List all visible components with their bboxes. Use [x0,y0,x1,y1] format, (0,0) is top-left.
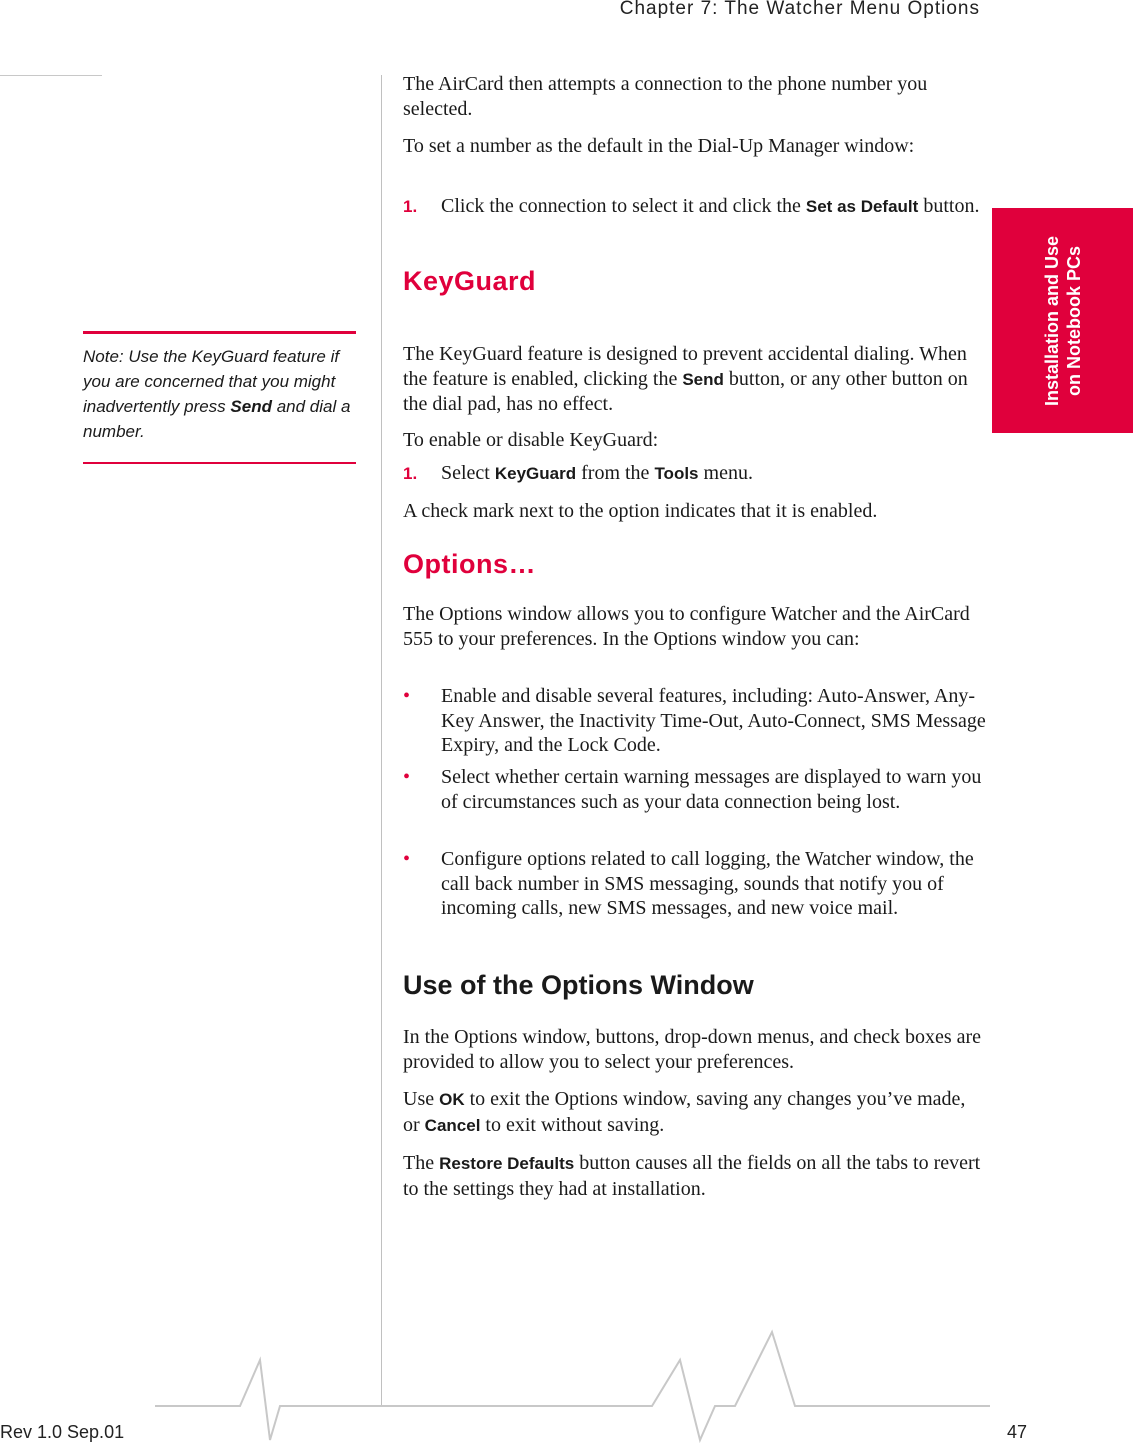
use-options-paragraph-1: In the Options window, buttons, drop-down menus, and check boxes are provided to allow you to select your preferences. [403,1026,982,1073]
pulse-line-graphic [0,1320,1133,1444]
bullet-marker: • [403,766,411,788]
uo-text-post: to exit without saving. [480,1113,665,1136]
ui-restore-defaults: Restore Defaults [439,1154,575,1173]
ui-keyguard: KeyGuard [494,464,577,483]
kg-step-pre: Select [441,462,495,484]
uo-text-pre: Use [403,1088,440,1110]
step-text-post: button. [918,195,980,217]
use-options-heading: Use of the Options Window [403,970,754,1000]
uo3-text-post: button causes all the fields on all the tabs to revert to the settings they had at installation. [403,1152,981,1200]
top-rule [0,75,102,76]
bullet-text: Configure options related to call logging, the Watcher window, the call back number in SMS messaging, sounds that notify you of incoming calls, new SMS messages, and new voice mail. [441,848,974,919]
keyguard-paragraph-3: A check mark next to the option indicates that it is enabled. [403,500,878,522]
footer-revision: Rev 1.0 Sep.01 [0,1422,125,1442]
options-paragraph-1: The Options window allows you to configure Watcher and the AirCard 555 to your preferences. In the Options window you can: [403,603,970,650]
note-text-end: and dial a number. [83,397,351,441]
step-text [441,194,986,220]
intro-paragraph-1: The AirCard then attempts a connection to the phone number you selected. [403,73,928,120]
uo-text-mid: to exit the Options window, saving any changes you’ve made, or [403,1088,966,1136]
column-divider [381,75,382,1407]
kg-text-post: button, or any other button on the dial pad, has no effect. [403,367,968,415]
kg-step-post: menu. [698,462,753,484]
intro-paragraph-2: To set a number as the default in the Dial-Up Manager window: [403,135,915,157]
use-options-paragraph-3 [403,1151,983,1201]
page-number: 47 [1007,1422,1028,1442]
bullet-marker: • [403,685,411,707]
keyguard-paragraph-1 [403,342,983,417]
side-tab-line-2: on Notebook PCs [1063,245,1084,396]
ui-ok: OK [439,1090,465,1109]
ui-cancel: Cancel [424,1115,481,1135]
uo3-text-pre: The [403,1152,440,1174]
ui-tools: Tools [654,464,699,483]
bullet-marker: • [403,848,411,870]
note-bold-send: Send [230,397,272,416]
section-side-tab [992,208,1133,433]
options-heading: Options… [403,549,536,579]
ui-set-as-default: Set as Default [805,197,919,216]
note-box [83,331,356,464]
step-text [441,461,986,487]
ui-send: Send [682,369,724,389]
side-tab-label [1041,211,1085,431]
use-options-paragraph-2 [403,1087,983,1138]
note-text: Note: Use the KeyGuard feature if you are concerned that you might inadvertently press [83,347,340,416]
bullet-text: Enable and disable several features, including: Auto-Answer, Any-Key Answer, the Inactivity Time-Out, Auto-Connect, SMS Message Expiry, and the Lock Code. [441,685,986,756]
chapter-header: Chapter 7: The Watcher Menu Options [619,0,980,19]
step-number: 1. [403,197,418,216]
step-text-pre: Click the connection to select it and click the [441,195,806,217]
bullet-text: Select whether certain warning messages are displayed to warn you of circumstances such as your data connection being lost. [441,766,982,813]
keyguard-paragraph-2: To enable or disable KeyGuard: [403,429,659,451]
side-tab-line-1: Installation and Use [1041,235,1062,406]
kg-step-mid: from the [576,462,655,484]
kg-text-pre: The KeyGuard feature is designed to prevent accidental dialing. When the feature is enabled, clicking the [403,343,967,390]
step-number: 1. [403,464,418,483]
keyguard-heading: KeyGuard [403,266,537,296]
